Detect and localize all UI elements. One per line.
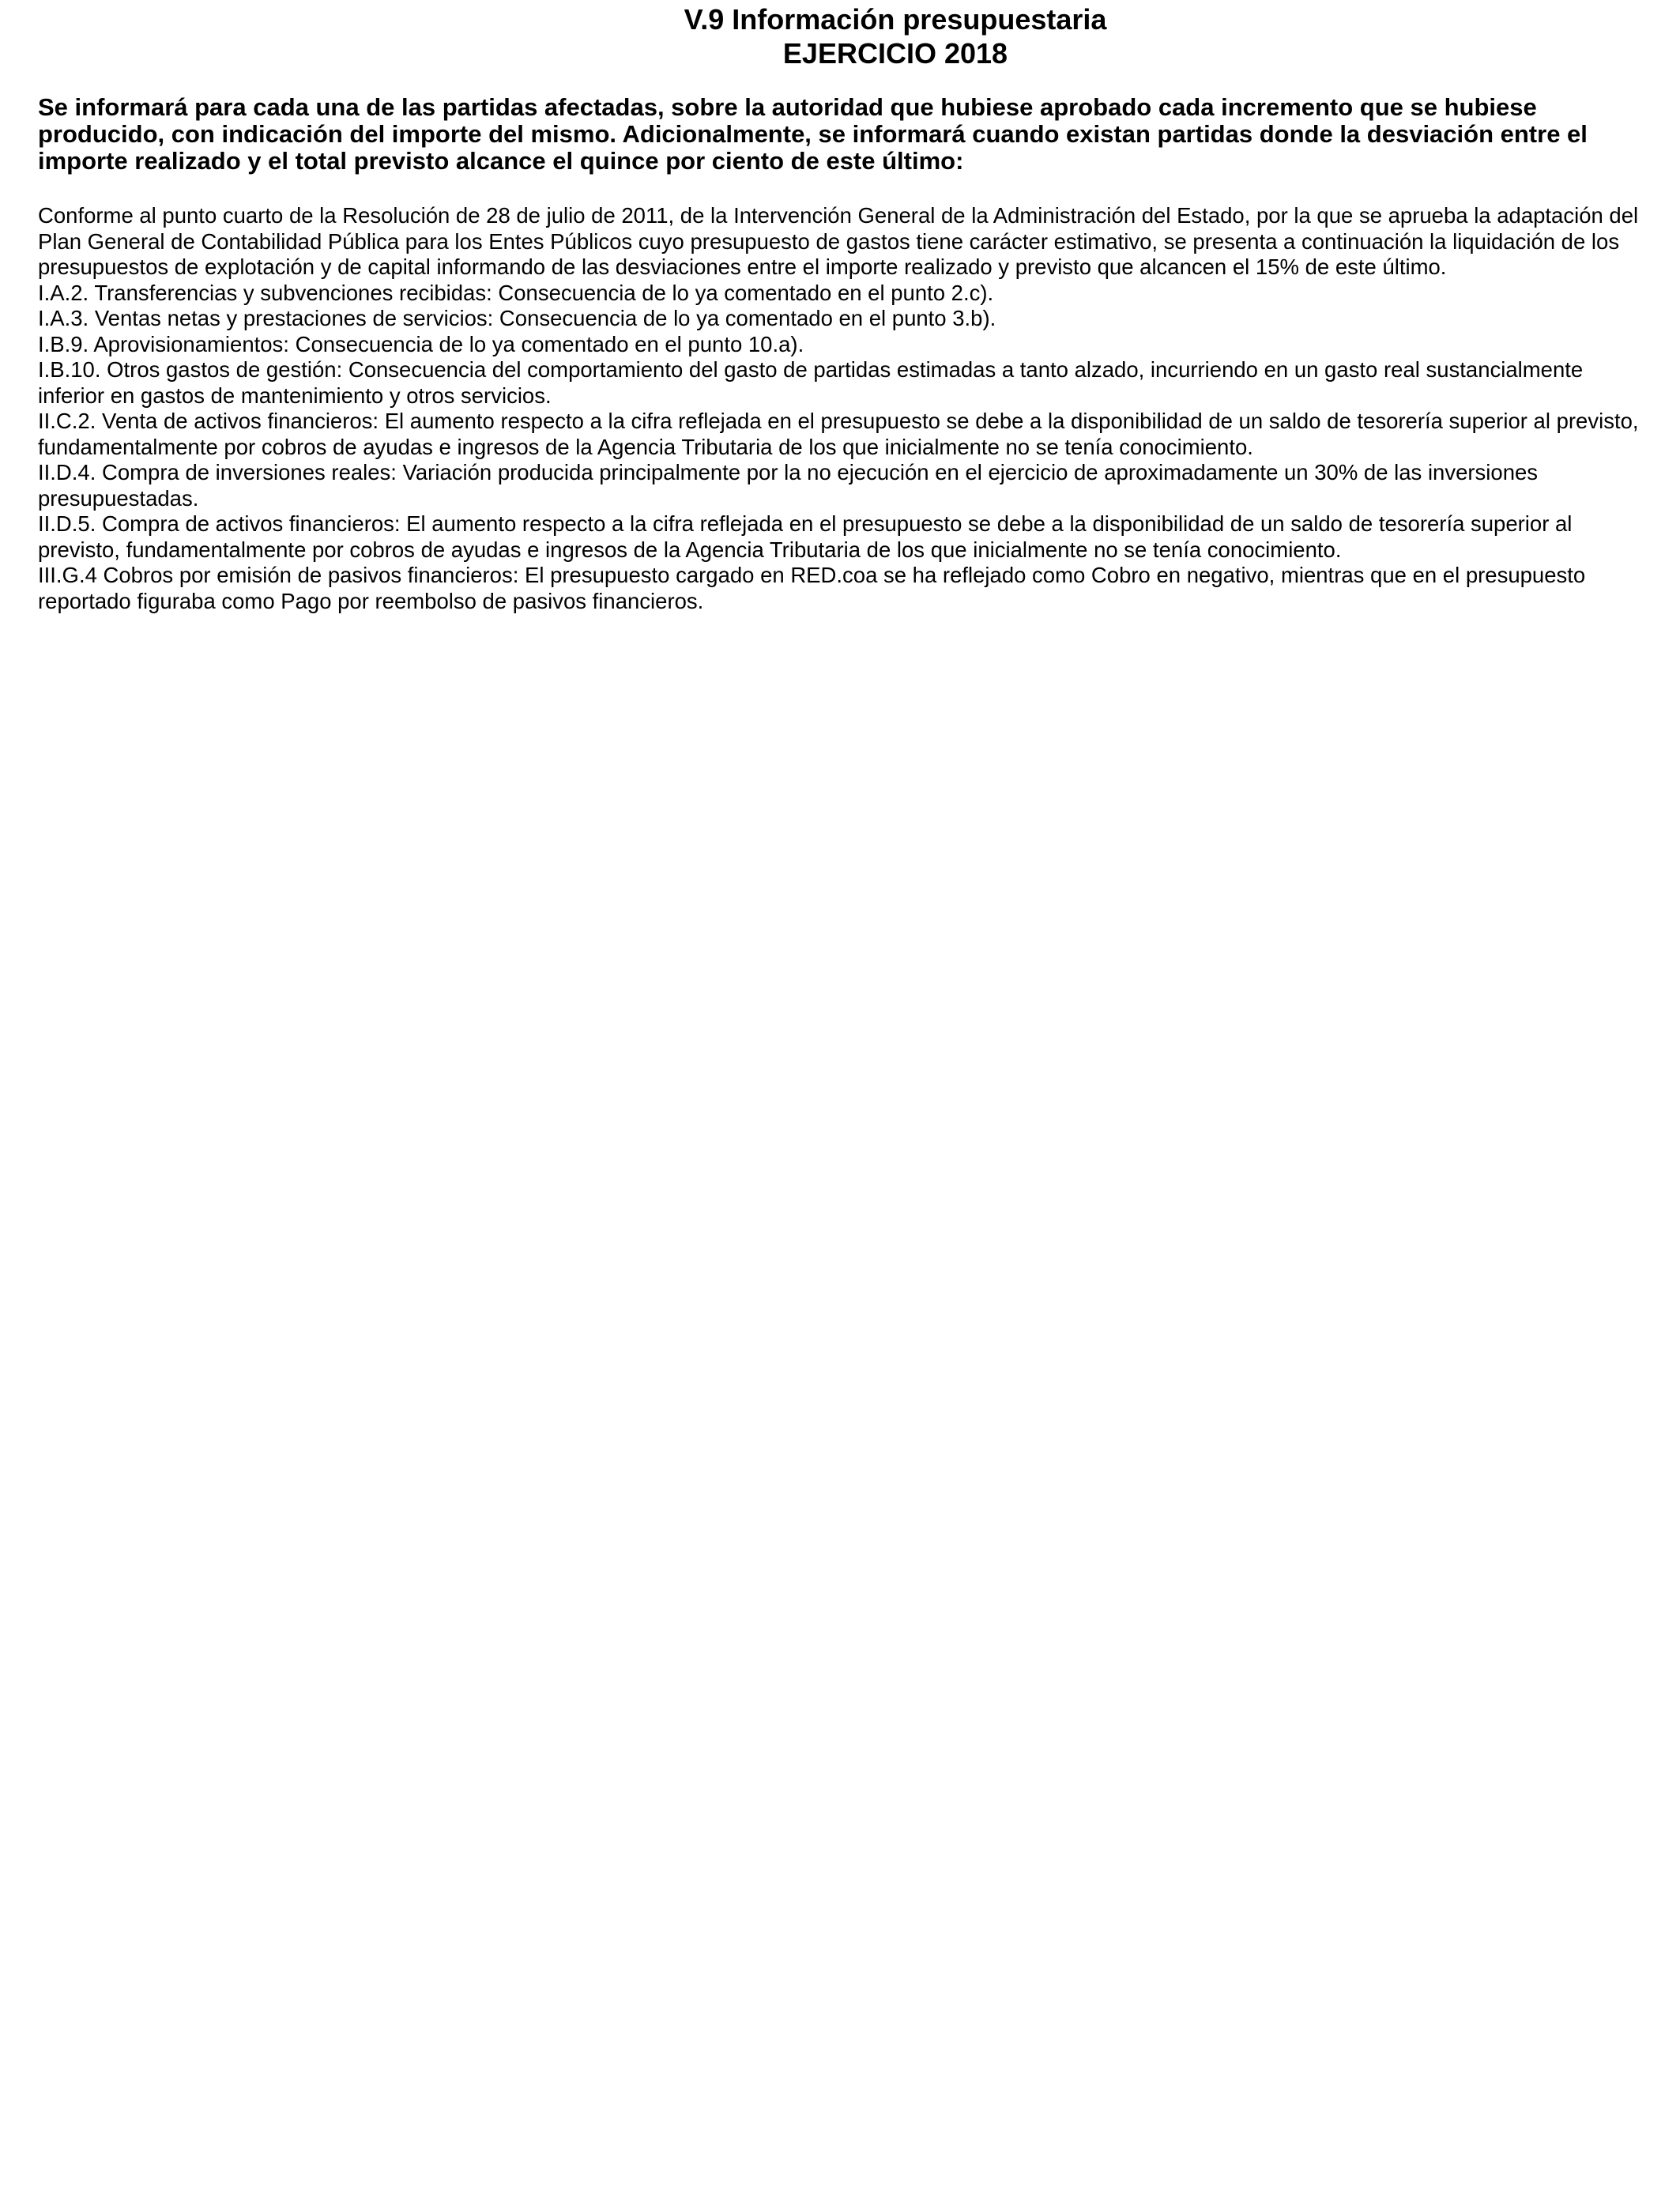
paragraph-ib9: I.B.9. Aprovisionamientos: Consecuencia de lo ya comentado en el punto 10.a). [38,331,804,356]
paragraph-iid5: II.D.5. Compra de activos financieros: El aumento respecto a la cifra reflejada en el presupuesto se debe a la disponibilidad de un saldo de tesorería superior al previsto, fundamentalmente por cobros de ayudas e ingresos de la Agencia Tributaria de los que inicialmente no se tenía conocimiento. [38,511,1573,562]
paragraph-ia3: I.A.3. Ventas netas y prestaciones de servicios: Consecuencia de lo ya comentado en el punto 3.b). [38,306,996,330]
title-block [38,0,1642,70]
paragraph-iiig4: III.G.4 Cobros por emisión de pasivos financieros: El presupuesto cargado en RED.coa se ha reflejado como Cobro en negativo, mientras que en el presupuesto reportado figuraba como Pago por reembolso de pasivos financieros. [38,563,1586,613]
page-title: V.9 Información presupuestaria [684,3,1107,36]
body-text [38,203,1642,614]
page-subtitle: EJERCICIO 2018 [782,37,1008,70]
paragraph-intro: Conforme al punto cuarto de la Resolución de 28 de julio de 2011, de la Intervención General de la Administración del Estado, por la que se aprueba la adaptación del Plan General de Contabilidad Pública para los Entes Públicos cuyo presupuesto de gastos tiene carácter estimativo, se presenta a continuación la liquidación de los presupuestos de explotación y de capital informando de las desviaciones entre el importe realizado y previsto que alcancen el 15% de este último. [38,203,1639,279]
paragraph-iid4: II.D.4. Compra de inversiones reales: Variación producida principalmente por la no ejecución en el ejercicio de aproximadamente un 30% de las inversiones presupuestadas. [38,460,1539,511]
paragraph-ia2: I.A.2. Transferencias y subvenciones recibidas: Consecuencia de lo ya comentado en el punto 2.c). [38,280,994,305]
paragraph-iic2: II.C.2. Venta de activos financieros: El aumento respecto a la cifra reflejada en el presupuesto se debe a la disponibilidad de un saldo de tesorería superior al previsto, fundamentalmente por cobros de ayudas e ingresos de la Agencia Tributaria de los que inicialmente no se tenía conocimiento. [38,409,1639,459]
paragraph-ib10: I.B.10. Otros gastos de gestión: Consecuencia del comportamiento del gasto de partidas estimadas a tanto alzado, incurriendo en un gasto real sustancialmente inferior en gastos de mantenimiento y otros servicios. [38,357,1584,408]
intro-heading: Se informará para cada una de las partidas afectadas, sobre la autoridad que hubiese aprobado cada incremento que se hubiese producido, con indicación del importe del mismo. Adicionalmente, se informará cuando existan partidas donde la desviación entre el importe realizado y el total previsto alcance el quince por ciento de este último: [38,93,1588,175]
